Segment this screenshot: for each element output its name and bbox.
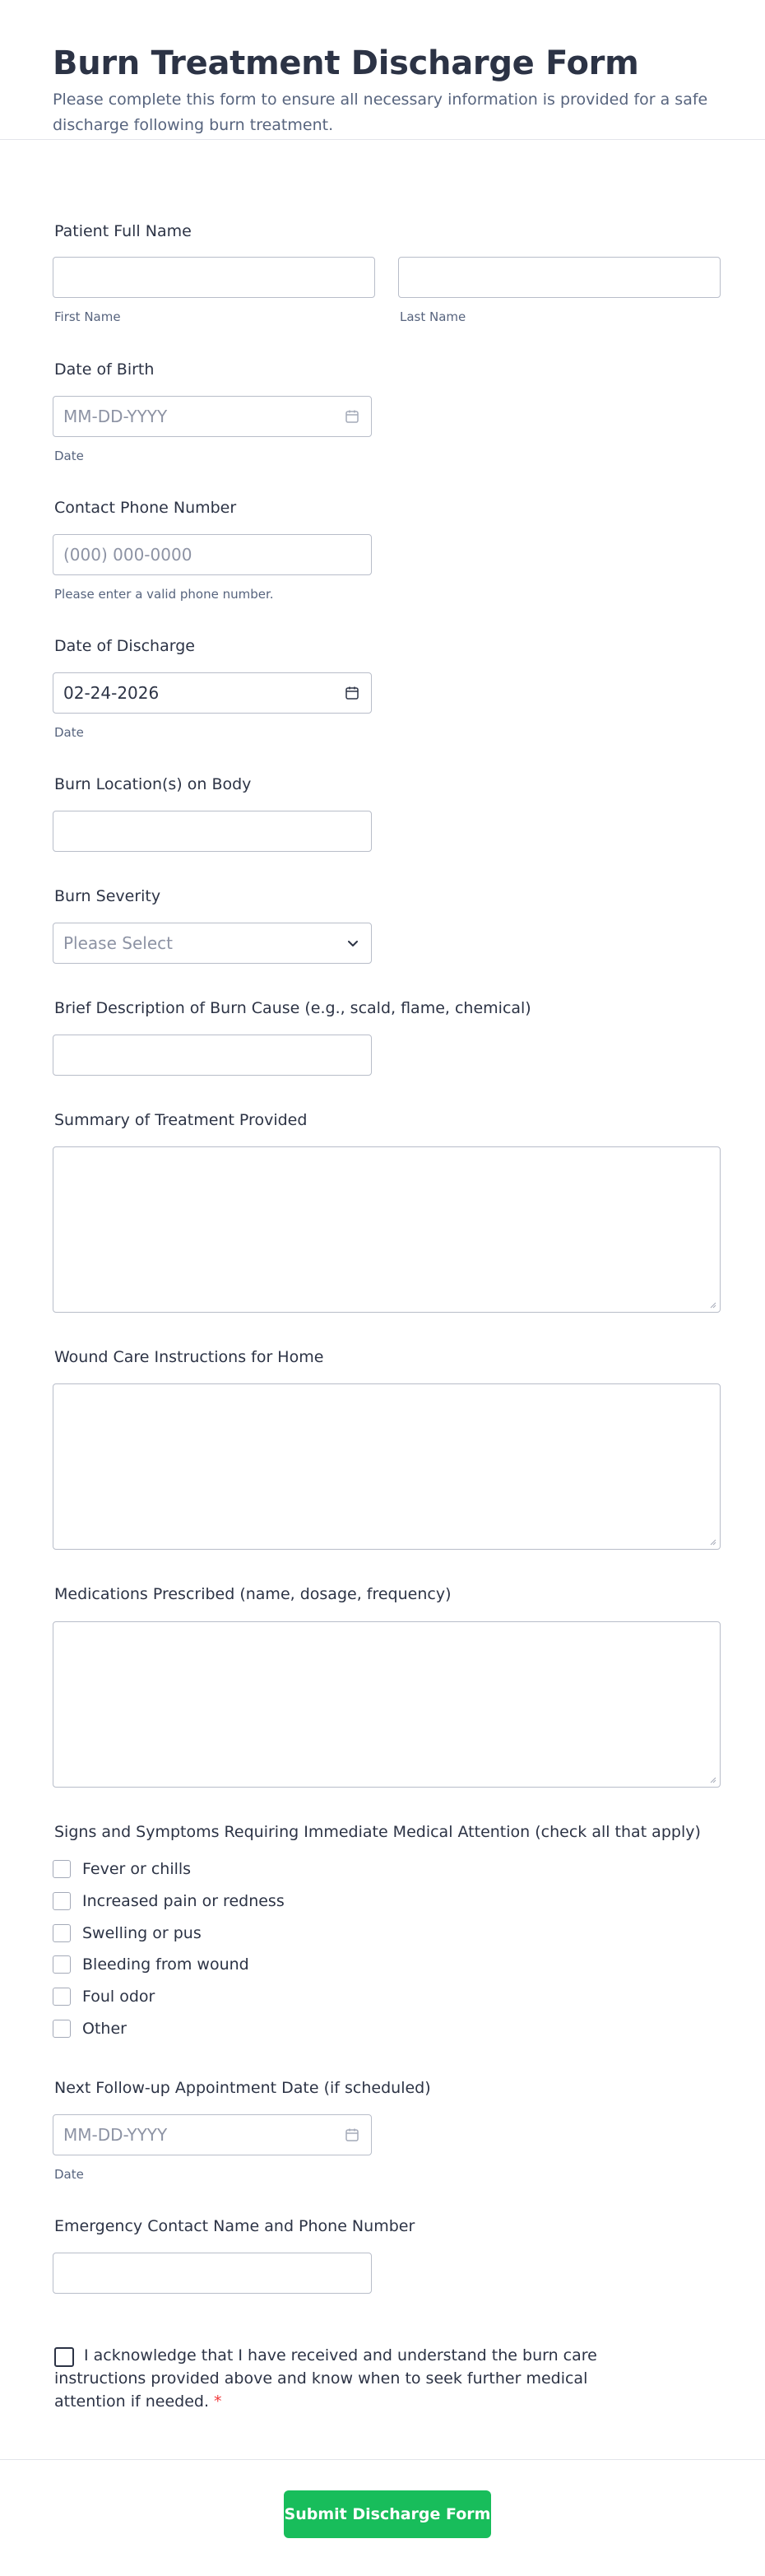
checkbox-label: Fever or chills [82,1860,192,1878]
phone-input[interactable] [53,535,371,574]
calendar-icon[interactable] [345,409,359,424]
required-mark: * [214,2392,222,2411]
followup-label: Next Follow-up Appointment Date (if scheduled) [54,2079,431,2097]
emergency-contact-input[interactable] [53,2253,371,2293]
burn-severity-placeholder[interactable]: Please Select [63,933,173,953]
burn-cause-field[interactable] [53,1035,372,1076]
calendar-icon[interactable] [345,2127,359,2142]
checkbox[interactable] [53,1860,71,1878]
dob-label: Date of Birth [54,360,155,379]
treatment-summary-label: Summary of Treatment Provided [54,1111,308,1129]
form-subtitle: Please complete this form to ensure all necessary information is provided for a safe discharge following burn treatment. [53,91,708,134]
phone-label: Contact Phone Number [54,499,237,517]
checkbox[interactable] [53,1924,71,1942]
symptoms-label: Signs and Symptoms Requiring Immediate Medical Attention (check all that apply) [54,1823,701,1841]
symptom-option-odor[interactable] [53,1986,155,2007]
emergency-contact-field[interactable] [53,2253,372,2294]
medications-textarea[interactable] [53,1621,721,1788]
followup-date-input[interactable] [53,2115,371,2155]
first-name-field[interactable] [53,257,375,298]
chevron-down-icon[interactable] [346,937,359,950]
burn-location-field[interactable] [53,811,372,852]
checkbox-label: Foul odor [82,1988,155,2006]
symptom-option-other[interactable] [53,2018,127,2039]
form-title: Burn Treatment Discharge Form [53,44,639,82]
checkbox[interactable] [53,1955,71,1974]
submit-button[interactable]: Submit Discharge Form [284,2490,491,2538]
resize-handle-icon[interactable] [708,1300,716,1309]
calendar-icon[interactable] [345,686,359,700]
burn-cause-label: Brief Description of Burn Cause (e.g., scald, flame, chemical) [54,999,531,1017]
checkbox[interactable] [53,1988,71,2006]
discharge-date-label: Date of Discharge [54,637,195,655]
followup-date-field[interactable] [53,2114,372,2155]
symptom-option-fever[interactable] [53,1858,191,1880]
checkbox[interactable] [53,2020,71,2038]
last-name-sublabel: Last Name [400,309,466,324]
followup-sublabel: Date [54,2167,84,2182]
resize-handle-icon[interactable] [708,1775,716,1783]
burn-severity-label: Burn Severity [54,887,161,905]
dob-sublabel: Date [54,449,84,463]
medications-label: Medications Prescribed (name, dosage, frequency) [54,1585,452,1603]
discharge-date-field[interactable] [53,672,372,714]
discharge-date-value[interactable]: 02-24-2026 [63,683,160,703]
patient-name-label: Patient Full Name [54,222,192,240]
footer-divider [0,2459,765,2460]
wound-care-textarea[interactable] [53,1383,721,1550]
burn-location-label: Burn Location(s) on Body [54,775,252,793]
dob-input[interactable] [53,397,371,436]
symptom-option-bleeding[interactable] [53,1954,249,1975]
last-name-field[interactable] [398,257,721,298]
acknowledgement-text: I acknowledge that I have received and understand the burn care instructions provided above and know when to seek further medical attention if needed. [54,2346,597,2411]
checkbox-label: Increased pain or redness [82,1892,285,1910]
checkbox-label: Bleeding from wound [82,1955,249,1974]
symptom-option-pain[interactable] [53,1890,285,1912]
acknowledgement-label [54,2344,630,2413]
burn-location-input[interactable] [53,811,371,851]
form-header [0,0,765,140]
treatment-summary-textarea[interactable] [53,1146,721,1313]
last-name-input[interactable] [399,258,720,297]
wound-care-label: Wound Care Instructions for Home [54,1348,324,1366]
burn-severity-select[interactable] [53,923,372,964]
checkbox-label: Swelling or pus [82,1924,202,1942]
first-name-sublabel: First Name [54,309,121,324]
checkbox-label: Other [82,2020,127,2038]
phone-sublabel: Please enter a valid phone number. [54,587,274,602]
phone-field[interactable] [53,534,372,575]
symptom-option-swelling[interactable] [53,1923,202,1944]
resize-handle-icon[interactable] [708,1537,716,1546]
dob-field[interactable] [53,396,372,437]
checkbox[interactable] [53,1892,71,1910]
discharge-date-sublabel: Date [54,725,84,740]
burn-cause-input[interactable] [53,1035,371,1075]
emergency-contact-label: Emergency Contact Name and Phone Number [54,2217,415,2235]
first-name-input[interactable] [53,258,374,297]
